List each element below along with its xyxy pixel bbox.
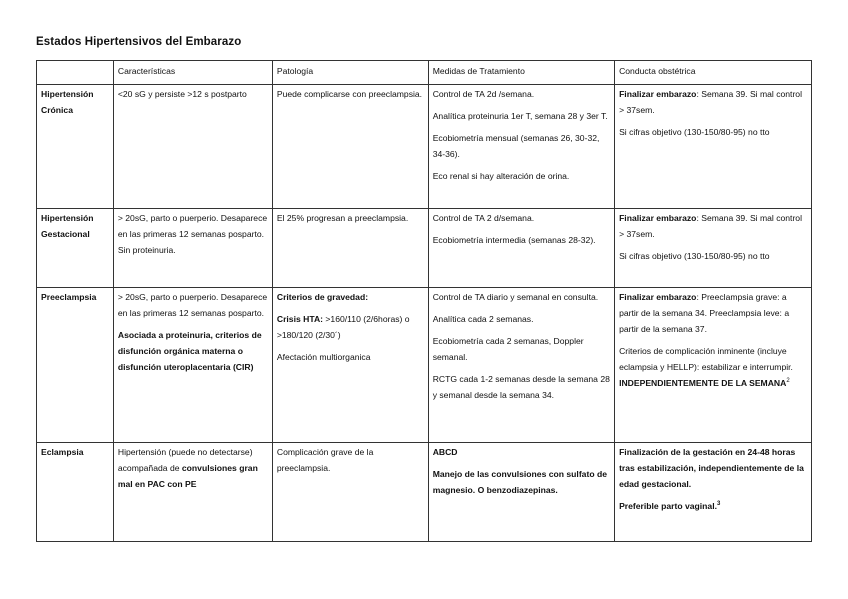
header-caracteristicas: Características	[113, 61, 272, 85]
cell-text	[619, 289, 807, 337]
bold-text: Manejo de las convulsiones con sulfato de magnesio. O benzodiazepinas.	[432, 469, 607, 495]
cell-tratamiento	[428, 443, 614, 542]
row-name-hipertension-cronica: Hipertensión Crónica	[37, 85, 114, 209]
cell-text: Complicación grave de la preeclampsia.	[276, 447, 374, 473]
cell-tratamiento	[428, 85, 614, 209]
cell-text: RCTG cada 1-2 semanas desde la semana 28 y semanal desde la semana 34.	[432, 374, 610, 400]
cell-caracteristicas	[113, 209, 272, 288]
cell-text: Puede complicarse con preeclampsia.	[276, 89, 423, 99]
bold-text: Crisis HTA:	[276, 314, 324, 324]
cell-patologia	[272, 288, 428, 443]
cell-text: Analítica proteinuria 1er T, semana 28 y 3er T.	[432, 111, 608, 121]
table-row	[37, 443, 812, 542]
cell-text: Si cifras objetivo (130-150/80-95) no tto	[619, 251, 770, 261]
header-conducta: Conducta obstétrica	[615, 61, 812, 85]
cell-patologia	[272, 209, 428, 288]
cell-text: Si cifras objetivo (130-150/80-95) no tto	[619, 127, 770, 137]
page-title: Estados Hipertensivos del Embarazo	[36, 36, 242, 48]
cell-text: Control de TA 2 d/semana.	[432, 213, 535, 223]
table-header-row	[37, 61, 812, 85]
cell-text: Ecobiometría intermedia (semanas 28-32).	[432, 235, 596, 245]
table-row	[37, 209, 812, 288]
cell-text-rest: : Semana 39. Si mal control > 37sem.	[619, 89, 803, 115]
bold-text: Finalizar embarazo	[619, 292, 697, 302]
cell-text: <20 sG y persiste >12 s postparto	[117, 89, 247, 99]
cell-caracteristicas	[113, 443, 272, 542]
bold-text: Asociada a proteinuria, criterios de disfunción orgánica materna o disfunción uteroplacentaria (CIR)	[117, 330, 262, 372]
footnote-marker: 3	[716, 501, 721, 508]
cell-text	[118, 444, 268, 492]
cell-patologia	[272, 443, 428, 542]
row-name-eclampsia: Eclampsia	[37, 443, 114, 542]
table-row	[37, 85, 812, 209]
cell-text: Control de TA diario y semanal en consulta.	[432, 292, 599, 302]
footnote-marker: 2	[786, 378, 790, 385]
cell-conducta	[615, 288, 812, 443]
cell-caracteristicas	[113, 288, 272, 443]
cell-text	[277, 311, 424, 343]
bold-text: ABCD	[432, 447, 458, 457]
cell-text-rest: : Semana 39. Si mal control > 37sem.	[619, 213, 803, 239]
cell-text: Eco renal si hay alteración de orina.	[432, 171, 570, 181]
cell-text-rest: Criterios de complicación inminente (incluye eclampsia y HELLP): estabilizar e interrumpir.	[619, 346, 793, 372]
cell-text: Control de TA 2d /semana.	[432, 89, 535, 99]
cell-text: > 20sG, parto o puerperio. Desaparece en las primeras 12 semanas posparto. Sin proteinuria.	[117, 213, 268, 255]
header-tratamiento: Medidas de Tratamiento	[428, 61, 614, 85]
bold-text: Criterios de gravedad:	[276, 292, 369, 302]
cell-patologia	[272, 85, 428, 209]
cell-text	[619, 86, 807, 118]
table-row	[37, 288, 812, 443]
cell-text-rest: : Preeclampsia grave: a partir de la semana 34. Preeclampsia leve: a partir de la semana 37.	[619, 292, 790, 334]
row-name-preeclampsia: Preeclampsia	[37, 288, 114, 443]
cell-conducta	[615, 209, 812, 288]
bold-text: Finalizar embarazo	[619, 213, 697, 223]
cell-text	[619, 343, 807, 391]
cell-text	[619, 210, 807, 242]
cell-tratamiento	[428, 288, 614, 443]
cell-conducta	[615, 85, 812, 209]
header-empty	[37, 61, 114, 85]
cell-text: > 20sG, parto o puerperio. Desaparece en las primeras 12 semanas posparto.	[117, 292, 268, 318]
bold-text: convulsiones gran mal en PAC con PE	[117, 463, 258, 489]
hypertension-table	[36, 60, 812, 542]
cell-tratamiento	[428, 209, 614, 288]
bold-text: Preferible parto vaginal.	[619, 501, 717, 511]
cell-text: El 25% progresan a preeclampsia.	[276, 213, 409, 223]
cell-text-rest: >160/110 (2/6horas) o >180/120 (2/30´)	[276, 314, 410, 340]
cell-text-rest: Hipertensión (puede no detectarse) acompañada de	[117, 447, 253, 473]
cell-text: Ecobiometría mensual (semanas 26, 30-32, 34-36).	[432, 133, 600, 159]
header-patologia: Patología	[272, 61, 428, 85]
cell-text: Ecobiometría cada 2 semanas, Doppler semanal.	[432, 336, 584, 362]
cell-text: Afectación multiorganica	[276, 352, 371, 362]
cell-conducta	[615, 443, 812, 542]
bold-text: Finalización de la gestación en 24-48 horas tras estabilización, independientemente de la edad gestacional.	[619, 447, 804, 489]
cell-caracteristicas	[113, 85, 272, 209]
row-name-hipertension-gestacional: Hipertensión Gestacional	[37, 209, 114, 288]
bold-text: INDEPENDIENTEMENTE DE LA SEMANA	[619, 378, 787, 388]
bold-text: Finalizar embarazo	[619, 89, 697, 99]
cell-text: Analítica cada 2 semanas.	[432, 314, 534, 324]
cell-text	[619, 498, 807, 514]
